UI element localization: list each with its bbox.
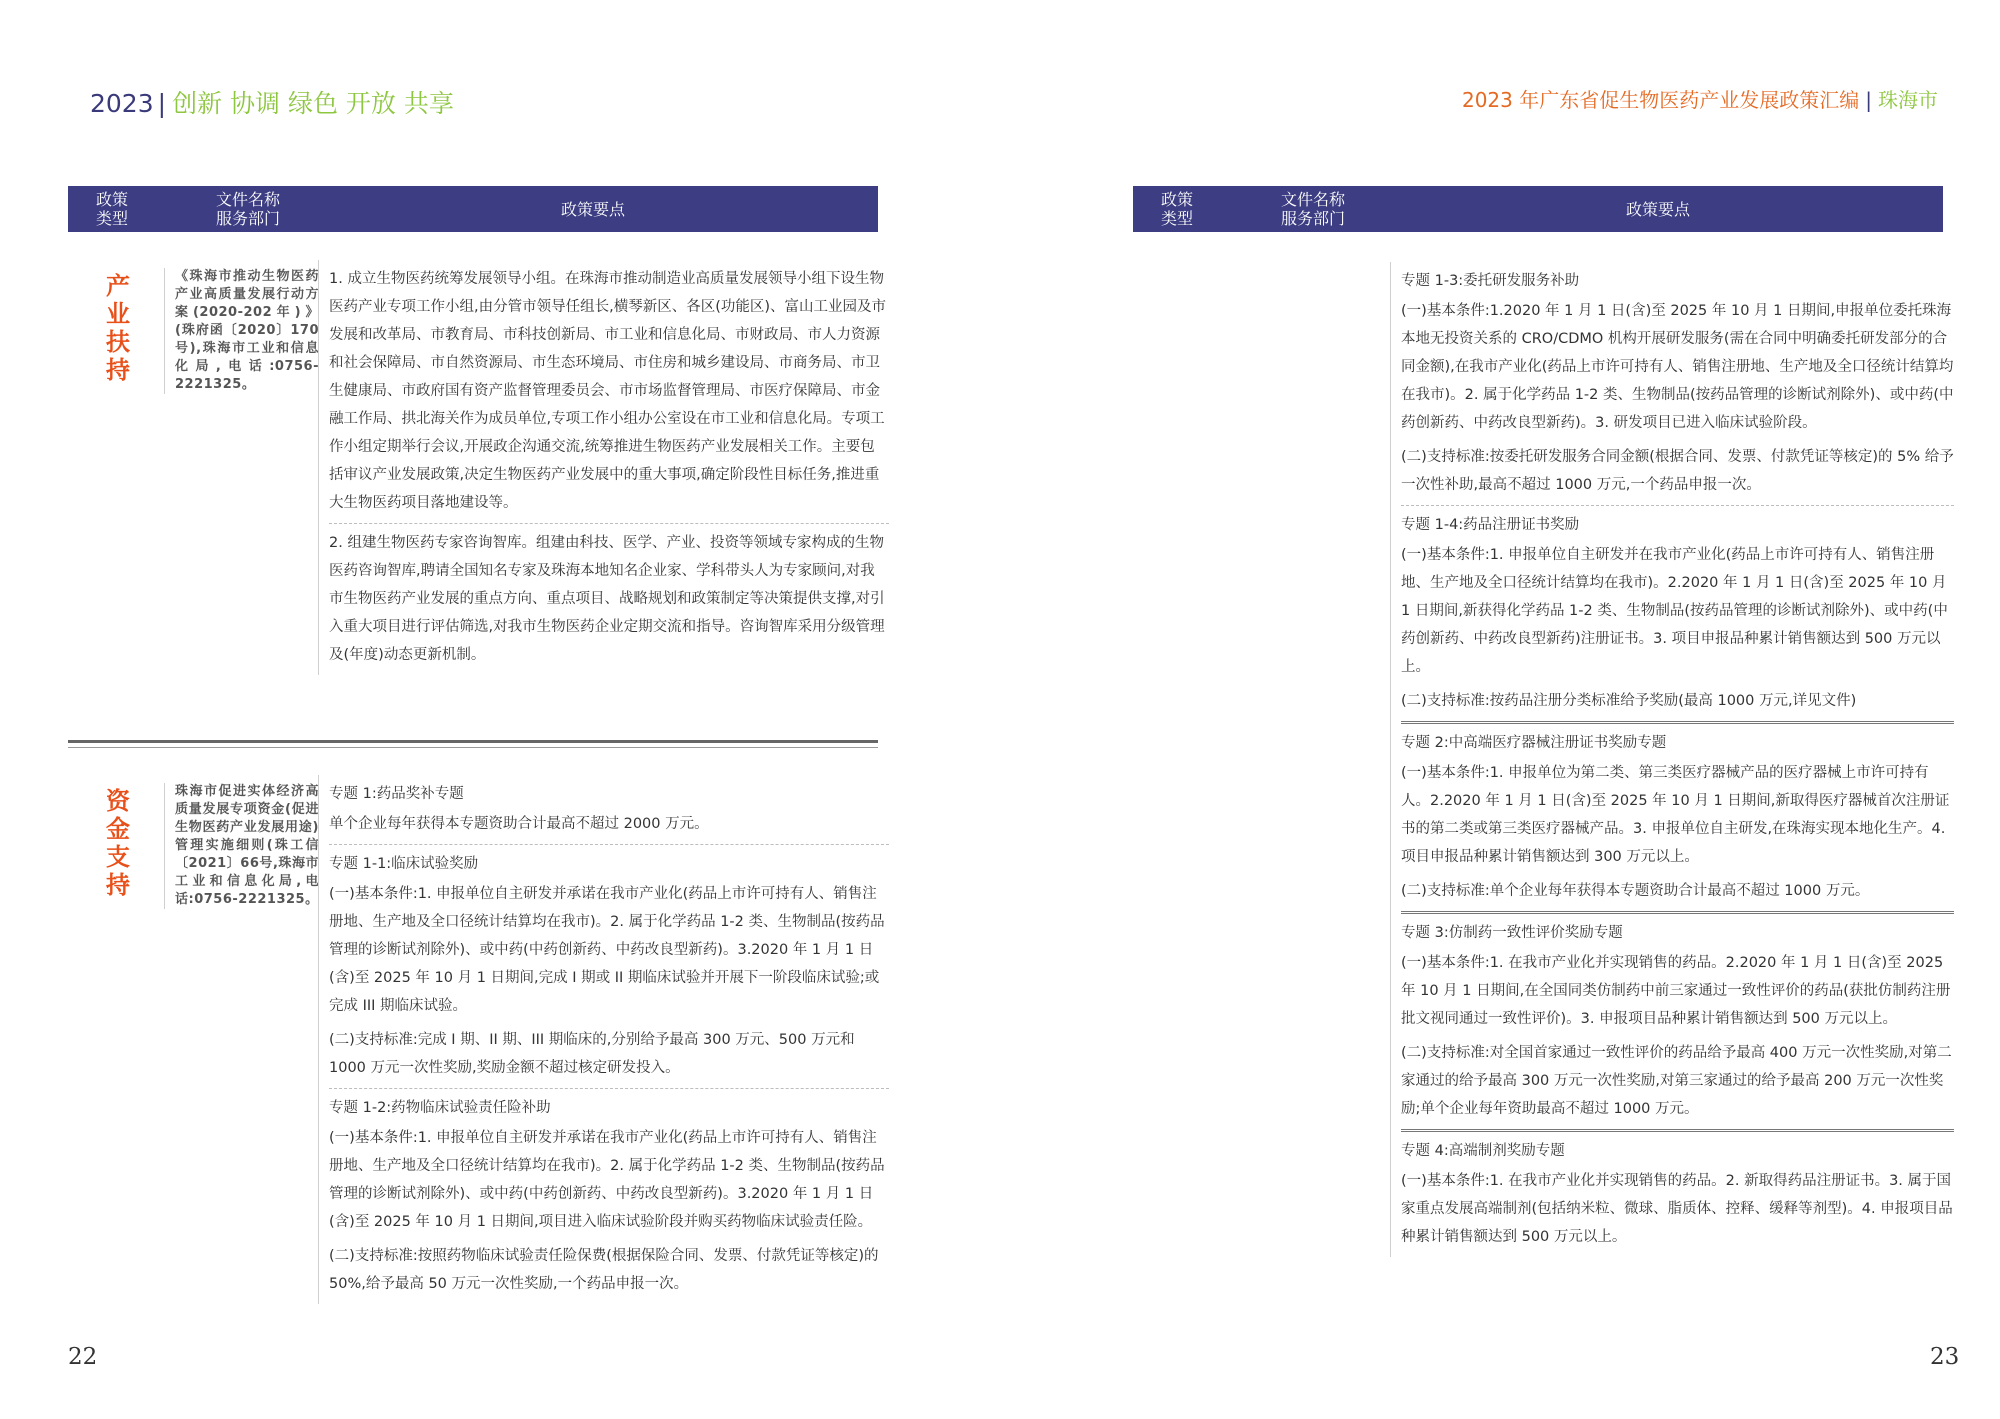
topic-1-1-support: (二)支持标准:完成 I 期、II 期、III 期临床的,分别给予最高 300 万元、500 万元和 1000 万元一次性奖励,奖励金额不超过核定研发投入。 [329,1032,855,1076]
header-policy-points-right: 政策要点 [1625,200,1690,219]
policy-points-right [1390,262,1954,1257]
topic-4-basic: (一)基本条件:1. 在我市产业化并实现销售的药品。2. 新取得药品注册证书。3. 属于国家重点发展高端制剂(包括纳米粒、微球、脂质体、控释、缓释等剂型)。4. 申报项目品种累计销售额达到 500 万元以上。 [1401,1173,1953,1245]
table-header-right [1133,186,1943,232]
topic-4-title: 专题 4:高端制剂奖励专题 [1401,1143,1565,1159]
header-doc-name: 文件名称 服务部门 [215,190,280,228]
topic-2-basic: (一)基本条件:1. 申报单位为第二类、第三类医疗器械产品的医疗器械上市许可持有人。2.2020 年 1 月 1 日(含)至 2025 年 10 月 1 日期间,新取得医疗器械首次注册证书的第二类或第三类医疗器械产品。3. 申报单位自主研发,在珠海实现本地化生产。4. 项目申报品种累计销售额达到 300 万元以上。 [1401,765,1950,865]
topic-1-2-support: (二)支持标准:按照药物临床试验责任险保费(根据保险合同、发票、付款凭证等核定)的 50%,给予最高 50 万元一次性奖励,一个药品申报一次。 [329,1248,879,1292]
topic-3-title: 专题 3:仿制药一致性评价奖励专题 [1401,925,1623,941]
topic-1-1-basic: (一)基本条件:1. 申报单位自主研发并承诺在我市产业化(药品上市许可持有人、销售注册地、生产地及全口径统计结算均在我市)。2. 属于化学药品 1-2 类、生物制品(按药品管理的诊断试剂除外)、或中药(中药创新药、中药改良型新药)。3.2020 年 1 月 1 日(含)至 2025 年 10 月 1 日期间,完成 I 期或 II 期临床试验并开展下一阶段临床试验;或完成 III 期临床试验。 [329,886,885,1014]
topic-2-support: (二)支持标准:单个企业每年获得本专题资助合计最高不超过 1000 万元。 [1401,883,1870,899]
header-doc-name-right: 文件名称 服务部门 [1280,190,1345,228]
topic-1-4-basic: (一)基本条件:1. 申报单位自主研发并在我市产业化(药品上市许可持有人、销售注册地、生产地及全口径统计结算均在我市)。2.2020 年 1 月 1 日(含)至 2025 年 10 月 1 日期间,新获得化学药品 1-2 类、生物制品(按药品管理的诊断试剂除外)、或中药(中药创新药、中药改良型新药)注册证书。3. 项目申报品种累计销售额达到 500 万元以上。 [1401,547,1948,675]
topic-1-4-support: (二)支持标准:按药品注册分类标准给予奖励(最高 1000 万元,详见文件) [1401,693,1857,709]
doc-name-funding: 珠海市促进实体经济高质量发展专项资金(促进生物医药产业发展用途)管理实施细则(珠工信〔2021〕66号,珠海市工业和信息化局,电话:0756-2221325。 [164,783,319,909]
header-year: 2023 [90,89,154,118]
header-policy-type-right: 政策 类型 [1160,190,1193,228]
page-number-left: 22 [68,1344,98,1370]
topic-1-4-title: 专题 1-4:药品注册证书奖励 [1401,517,1580,533]
header-policy-points: 政策要点 [560,200,625,219]
topic-1-2-basic: (一)基本条件:1. 申报单位自主研发并承诺在我市产业化(药品上市许可持有人、销售注册地、生产地及全口径统计结算均在我市)。2. 属于化学药品 1-2 类、生物制品(按药品管理的诊断试剂除外)、或中药(中药创新药、中药改良型新药)。3.2020 年 1 月 1 日(含)至 2025 年 10 月 1 日期间,项目进入临床试验阶段并购买药物临床试验责任险。 [329,1130,885,1230]
topic-3-basic: (一)基本条件:1. 在我市产业化并实现销售的药品。2.2020 年 1 月 1 日(含)至 2025 年 10 月 1 日期间,在全国同类仿制药中前三家通过一致性评价的药品(获批仿制药注册批文视同通过一致性评价)。3. 申报项目品种累计销售额达到 500 万元以上。 [1401,955,1951,1027]
policy-point-1: 1. 成立生物医药统筹发展领导小组。在珠海市推动制造业高质量发展领导小组下设生物医药产业专项工作小组,由分管市领导任组长,横琴新区、各区(功能区)、富山工业园及市发展和改革局、市教育局、市科技创新局、市工业和信息化局、市财政局、市人力资源和社会保障局、市自然资源局、市生态环境局、市住房和城乡建设局、市商务局、市卫生健康局、市政府国有资产监督管理委员会、市市场监督管理局、市医疗保障局、市金融工作局、拱北海关作为成员单位,专项工作小组办公室设在市工业和信息化局。专项工作小组定期举行会议,开展政企沟通交流,统筹推进生物医药产业发展相关工作。主要包括审议产业发展政策,决定生物医药产业发展中的重大事项,确定阶段性目标任务,推进重大生物医药项目落地建设等。 [329,271,887,511]
header-city: 珠海市 [1878,88,1938,112]
policy-points-funding [318,775,889,1304]
header-separator-right: | [1865,88,1872,112]
topic-1-title: 专题 1:药品奖补专题 [329,786,464,802]
topic-1-3-title: 专题 1-3:委托研发服务补助 [1401,273,1580,289]
policy-points-industry [318,260,889,675]
topic-1-3-support: (二)支持标准:按委托研发服务合同金额(根据合同、发票、付款凭证等核定)的 5% 给予一次性补助,最高不超过 1000 万元,一个药品申报一次。 [1401,449,1954,493]
section-funding-support [68,775,885,1335]
left-page-header [90,84,454,120]
policy-point-2: 2. 组建生物医药专家咨询智库。组建由科技、医学、产业、投资等领域专家构成的生物医药咨询智库,聘请全国知名专家及珠海本地知名企业家、学科带头人为专家顾问,对我市生物医药产业发展的重点方向、重点项目、战略规划和政策制定等决策提供支撑,对引入重大项目进行评估筛选,对我市生物医药企业定期交流和指导。咨询智库采用分级管理及(年度)动态更新机制。 [329,535,885,663]
header-policy-type: 政策 类型 [95,190,128,228]
topic-1-3-basic: (一)基本条件:1.2020 年 1 月 1 日(含)至 2025 年 10 月 1 日期间,申报单位委托珠海本地无投资关系的 CRO/CDMO 机构开展研发服务(需在合同中明确委托研发部分的合同金额),在我市产业化(药品上市许可持有人、销售注册地、生产地及全口径统计结算均在我市)。2. 属于化学药品 1-2 类、生物制品(按药品管理的诊断试剂除外)、或中药(中药创新药、中药改良型新药)。3. 研发项目已进入临床试验阶段。 [1401,303,1954,431]
topic-3-support: (二)支持标准:对全国首家通过一致性评价的药品给予最高 400 万元一次性奖励,对第二家通过的给予最高 300 万元一次性奖励,对第三家通过的给予最高 200 万元一次性奖励;单个企业每年资助最高不超过 1000 万元。 [1401,1045,1952,1117]
category-funding-support: 资金支持 [106,787,130,899]
topic-2-title: 专题 2:中高端医疗器械注册证书奖励专题 [1401,735,1667,751]
header-book-title: 2023 年广东省促生物医药产业发展政策汇编 [1461,88,1860,112]
topic-1-1-title: 专题 1-1:临床试验奖励 [329,856,479,872]
topic-1-2-title: 专题 1-2:药物临床试验责任险补助 [329,1100,551,1116]
right-page-header [1462,84,1938,113]
topic-1-text: 单个企业每年获得本专题资助合计最高不超过 2000 万元。 [329,816,709,832]
section-industry-support [68,260,887,710]
table-header [68,186,878,232]
section-divider [68,740,878,748]
header-separator: | [157,89,167,118]
page-number-right: 23 [1930,1344,1960,1370]
header-slogan: 创新 协调 绿色 开放 共享 [172,89,454,118]
doc-name-industry: 《珠海市推动生物医药产业高质量发展行动方案(2020-202年)》(珠府函〔2020〕170号),珠海市工业和信息化局,电话:0756-2221325。 [164,268,319,394]
category-industry-support: 产业扶持 [106,272,130,384]
